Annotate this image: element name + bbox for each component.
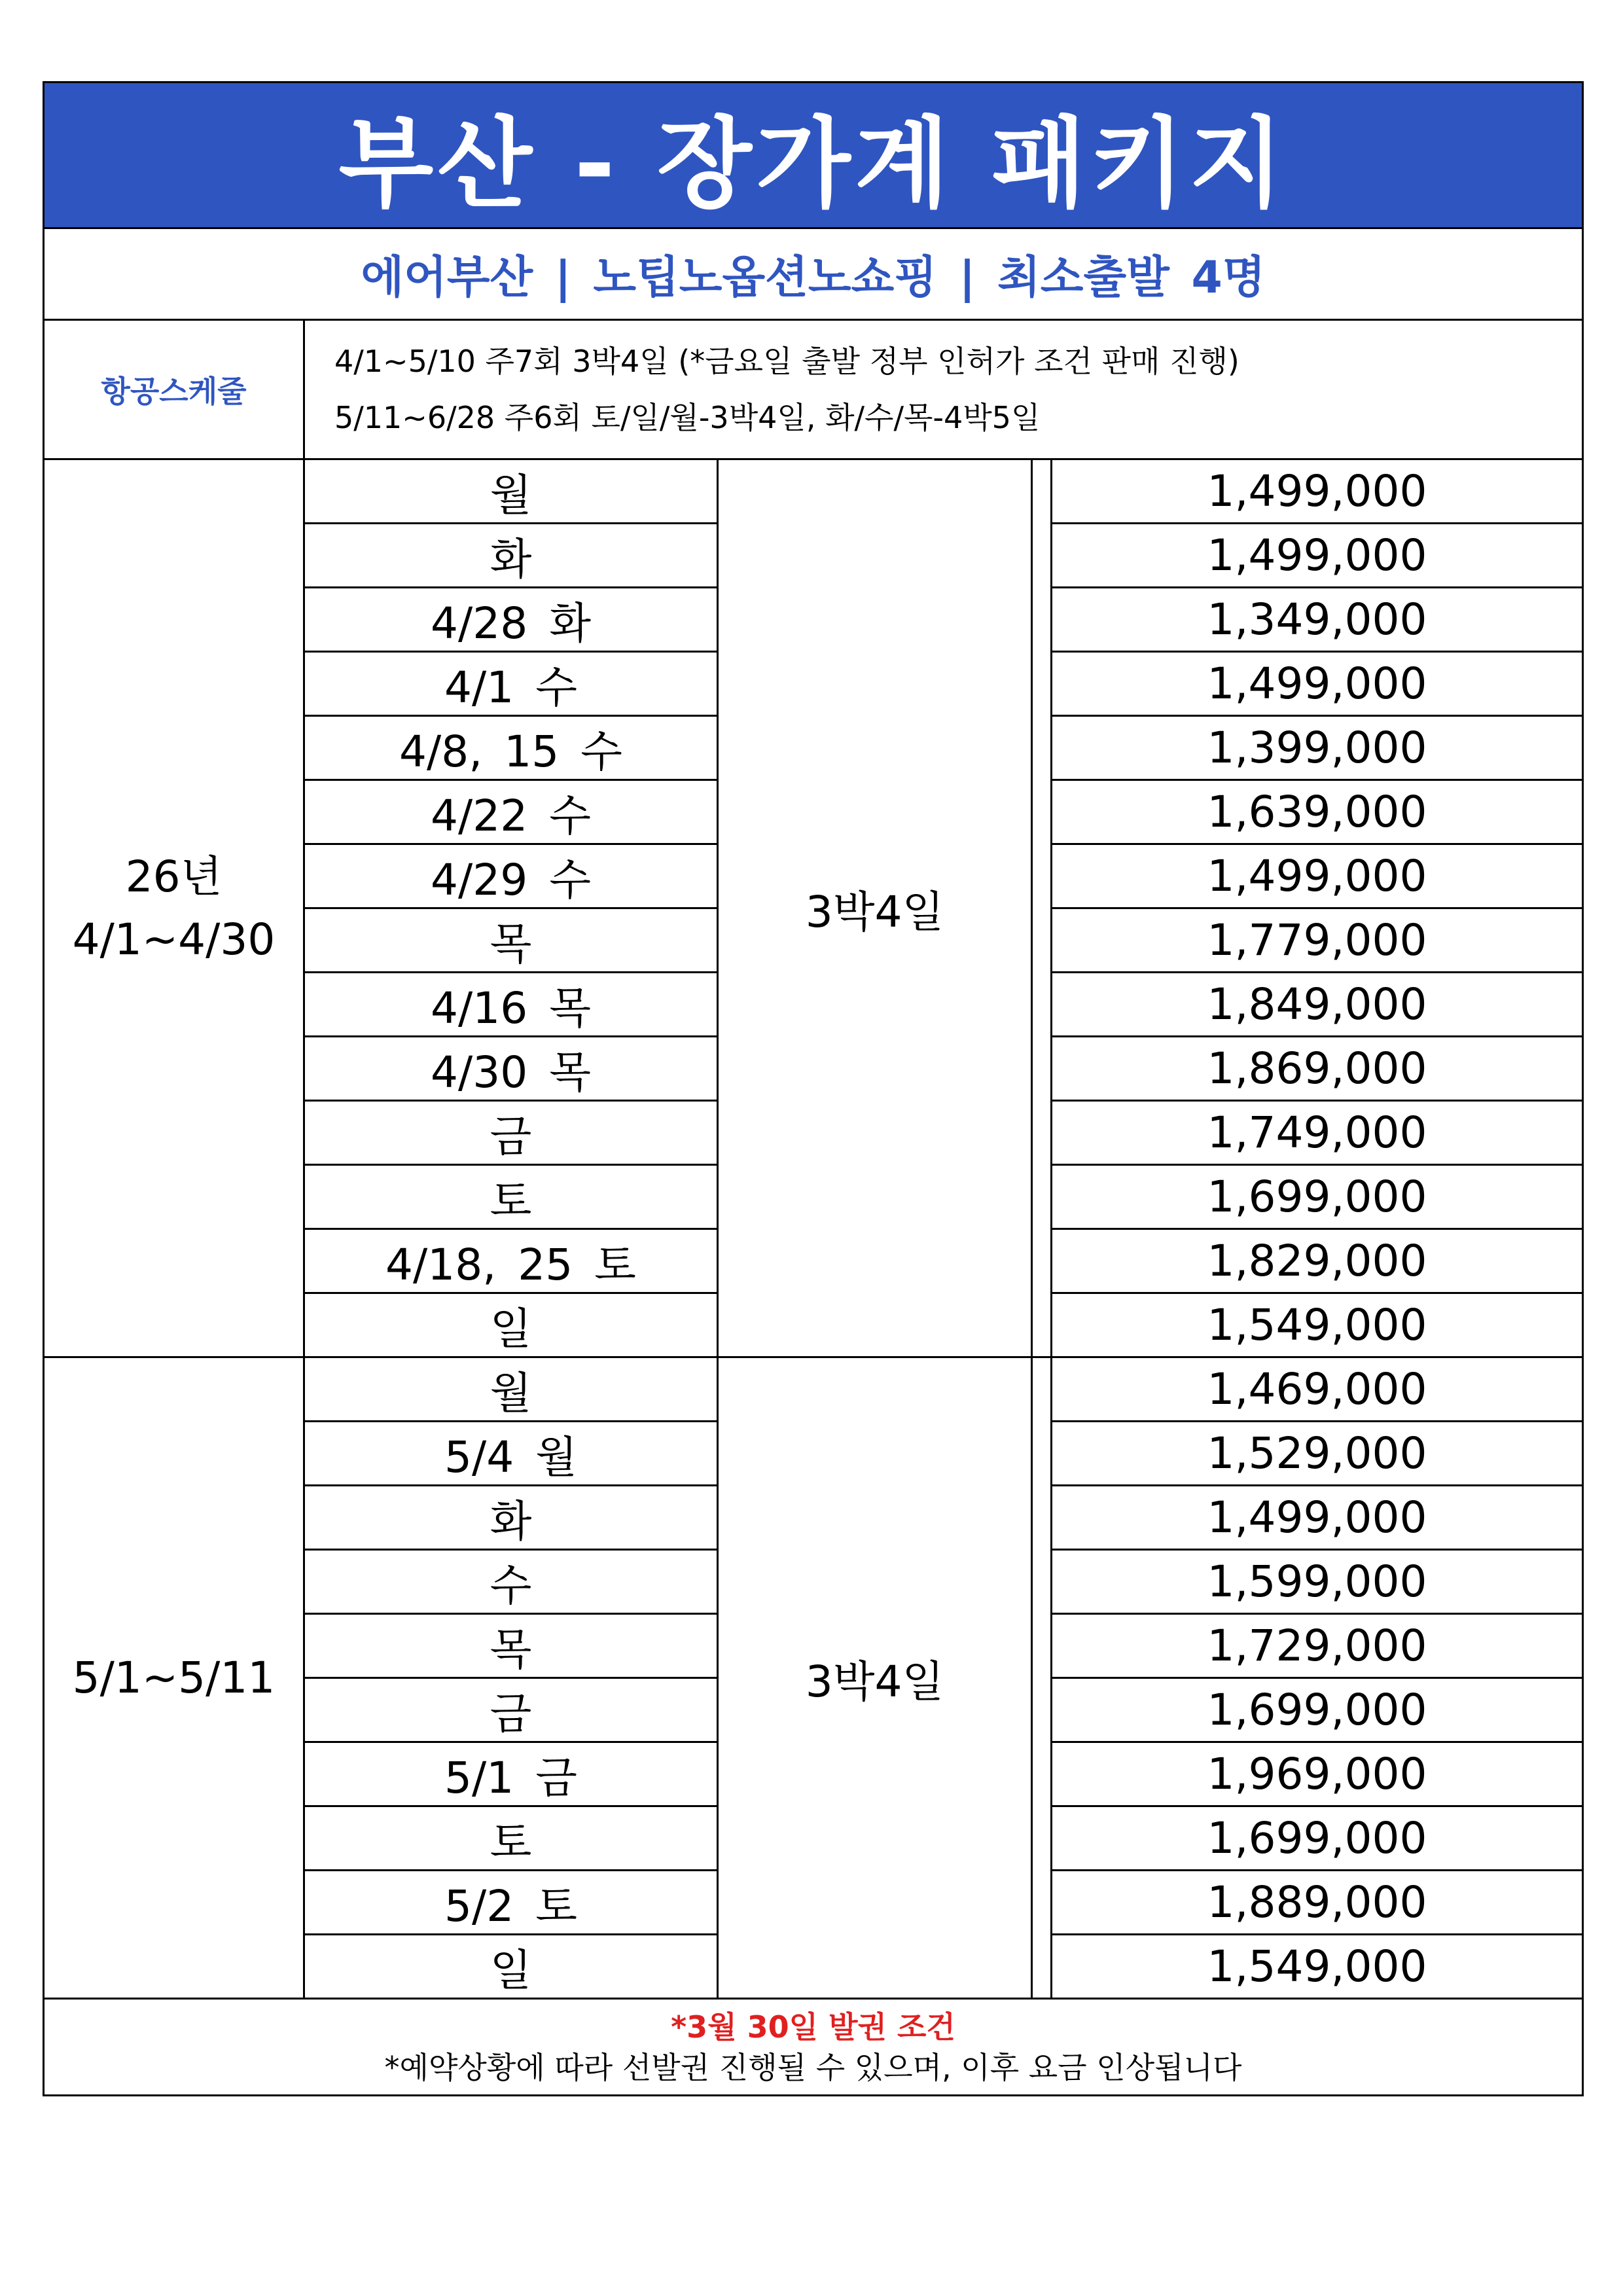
price-value: 1,399,000 — [1052, 716, 1583, 780]
price-value: 1,469,000 — [1052, 1357, 1583, 1422]
price-value: 1,499,000 — [1052, 652, 1583, 716]
departure-day: 4/29 수 — [304, 844, 718, 908]
column-gap — [1032, 973, 1052, 1037]
price-value: 1,829,000 — [1052, 1229, 1583, 1293]
package-sheet — [43, 81, 1582, 2096]
column-gap — [1032, 716, 1052, 780]
departure-day: 4/18, 25 토 — [304, 1229, 718, 1293]
price-value: 1,549,000 — [1052, 1293, 1583, 1357]
notes — [44, 1999, 1583, 2096]
price-row — [44, 459, 1583, 524]
period-label — [44, 1357, 304, 1999]
schedule-line-1: 4/1~5/10 주7회 3박4일 (*금요일 출발 정부 인허가 조건 판매 진행) — [334, 344, 1240, 379]
column-gap — [1032, 1229, 1052, 1293]
departure-day: 수 — [304, 1550, 718, 1614]
column-gap — [1032, 1806, 1052, 1871]
price-value: 1,639,000 — [1052, 780, 1583, 844]
departure-day: 월 — [304, 1357, 718, 1422]
period-label — [44, 459, 304, 1357]
departure-day: 4/22 수 — [304, 780, 718, 844]
price-value: 1,349,000 — [1052, 588, 1583, 652]
column-gap — [1032, 1742, 1052, 1806]
schedule-label: 항공스케줄 — [44, 320, 304, 459]
price-value: 1,499,000 — [1052, 844, 1583, 908]
price-value: 1,729,000 — [1052, 1614, 1583, 1678]
departure-day: 4/28 화 — [304, 588, 718, 652]
departure-day: 월 — [304, 459, 718, 524]
departure-day: 목 — [304, 908, 718, 973]
departure-day: 화 — [304, 1486, 718, 1550]
period-label-line-2: 4/1~4/30 — [72, 914, 276, 965]
departure-day: 4/8, 15 수 — [304, 716, 718, 780]
notes-row — [44, 1999, 1583, 2096]
departure-day: 금 — [304, 1678, 718, 1742]
column-gap — [1032, 1550, 1052, 1614]
price-value: 1,849,000 — [1052, 973, 1583, 1037]
departure-day: 목 — [304, 1614, 718, 1678]
trip-duration: 3박4일 — [718, 1357, 1032, 1999]
departure-day: 일 — [304, 1935, 718, 1999]
price-value: 1,969,000 — [1052, 1742, 1583, 1806]
package-subtitle: 에어부산 | 노팁노옵션노쇼핑 | 최소출발 4명 — [44, 228, 1583, 320]
column-gap — [1032, 1871, 1052, 1935]
column-gap — [1032, 908, 1052, 973]
departure-day: 5/1 금 — [304, 1742, 718, 1806]
column-gap — [1032, 459, 1052, 524]
price-row — [44, 1357, 1583, 1422]
period-label-line-1: 26년 — [125, 851, 223, 902]
departure-day: 일 — [304, 1293, 718, 1357]
departure-day: 4/1 수 — [304, 652, 718, 716]
column-gap — [1032, 844, 1052, 908]
column-gap — [1032, 1101, 1052, 1165]
price-value: 1,869,000 — [1052, 1037, 1583, 1101]
price-value: 1,499,000 — [1052, 459, 1583, 524]
trip-duration: 3박4일 — [718, 459, 1032, 1357]
departure-day: 토 — [304, 1165, 718, 1229]
departure-day: 5/2 토 — [304, 1871, 718, 1935]
price-value: 1,779,000 — [1052, 908, 1583, 973]
price-increase-note: *예약상황에 따라 선발권 진행될 수 있으며, 이후 요금 인상됩니다 — [384, 2049, 1242, 2085]
price-value: 1,699,000 — [1052, 1806, 1583, 1871]
column-gap — [1032, 1357, 1052, 1422]
schedule-details — [304, 320, 1583, 459]
price-value: 1,549,000 — [1052, 1935, 1583, 1999]
price-value: 1,499,000 — [1052, 1486, 1583, 1550]
ticketing-condition-note: *3월 30일 발권 조건 — [671, 2009, 955, 2045]
departure-day: 4/16 목 — [304, 973, 718, 1037]
package-table — [43, 81, 1584, 2096]
column-gap — [1032, 1614, 1052, 1678]
departure-day: 4/30 목 — [304, 1037, 718, 1101]
departure-day: 5/4 월 — [304, 1422, 718, 1486]
column-gap — [1032, 652, 1052, 716]
column-gap — [1032, 524, 1052, 588]
column-gap — [1032, 1678, 1052, 1742]
column-gap — [1032, 1935, 1052, 1999]
price-value: 1,499,000 — [1052, 524, 1583, 588]
departure-day: 금 — [304, 1101, 718, 1165]
period-label-line-1: 5/1~5/11 — [72, 1652, 276, 1703]
schedule-line-2: 5/11~6/28 주6회 토/일/월-3박4일, 화/수/목-4박5일 — [334, 400, 1041, 435]
column-gap — [1032, 780, 1052, 844]
price-value: 1,699,000 — [1052, 1165, 1583, 1229]
column-gap — [1032, 588, 1052, 652]
column-gap — [1032, 1486, 1052, 1550]
price-value: 1,599,000 — [1052, 1550, 1583, 1614]
departure-day: 화 — [304, 524, 718, 588]
page-title: 부산 - 장가계 패키지 — [44, 82, 1583, 228]
column-gap — [1032, 1037, 1052, 1101]
column-gap — [1032, 1293, 1052, 1357]
price-value: 1,529,000 — [1052, 1422, 1583, 1486]
price-value: 1,749,000 — [1052, 1101, 1583, 1165]
price-value: 1,889,000 — [1052, 1871, 1583, 1935]
departure-day: 토 — [304, 1806, 718, 1871]
column-gap — [1032, 1422, 1052, 1486]
column-gap — [1032, 1165, 1052, 1229]
price-value: 1,699,000 — [1052, 1678, 1583, 1742]
